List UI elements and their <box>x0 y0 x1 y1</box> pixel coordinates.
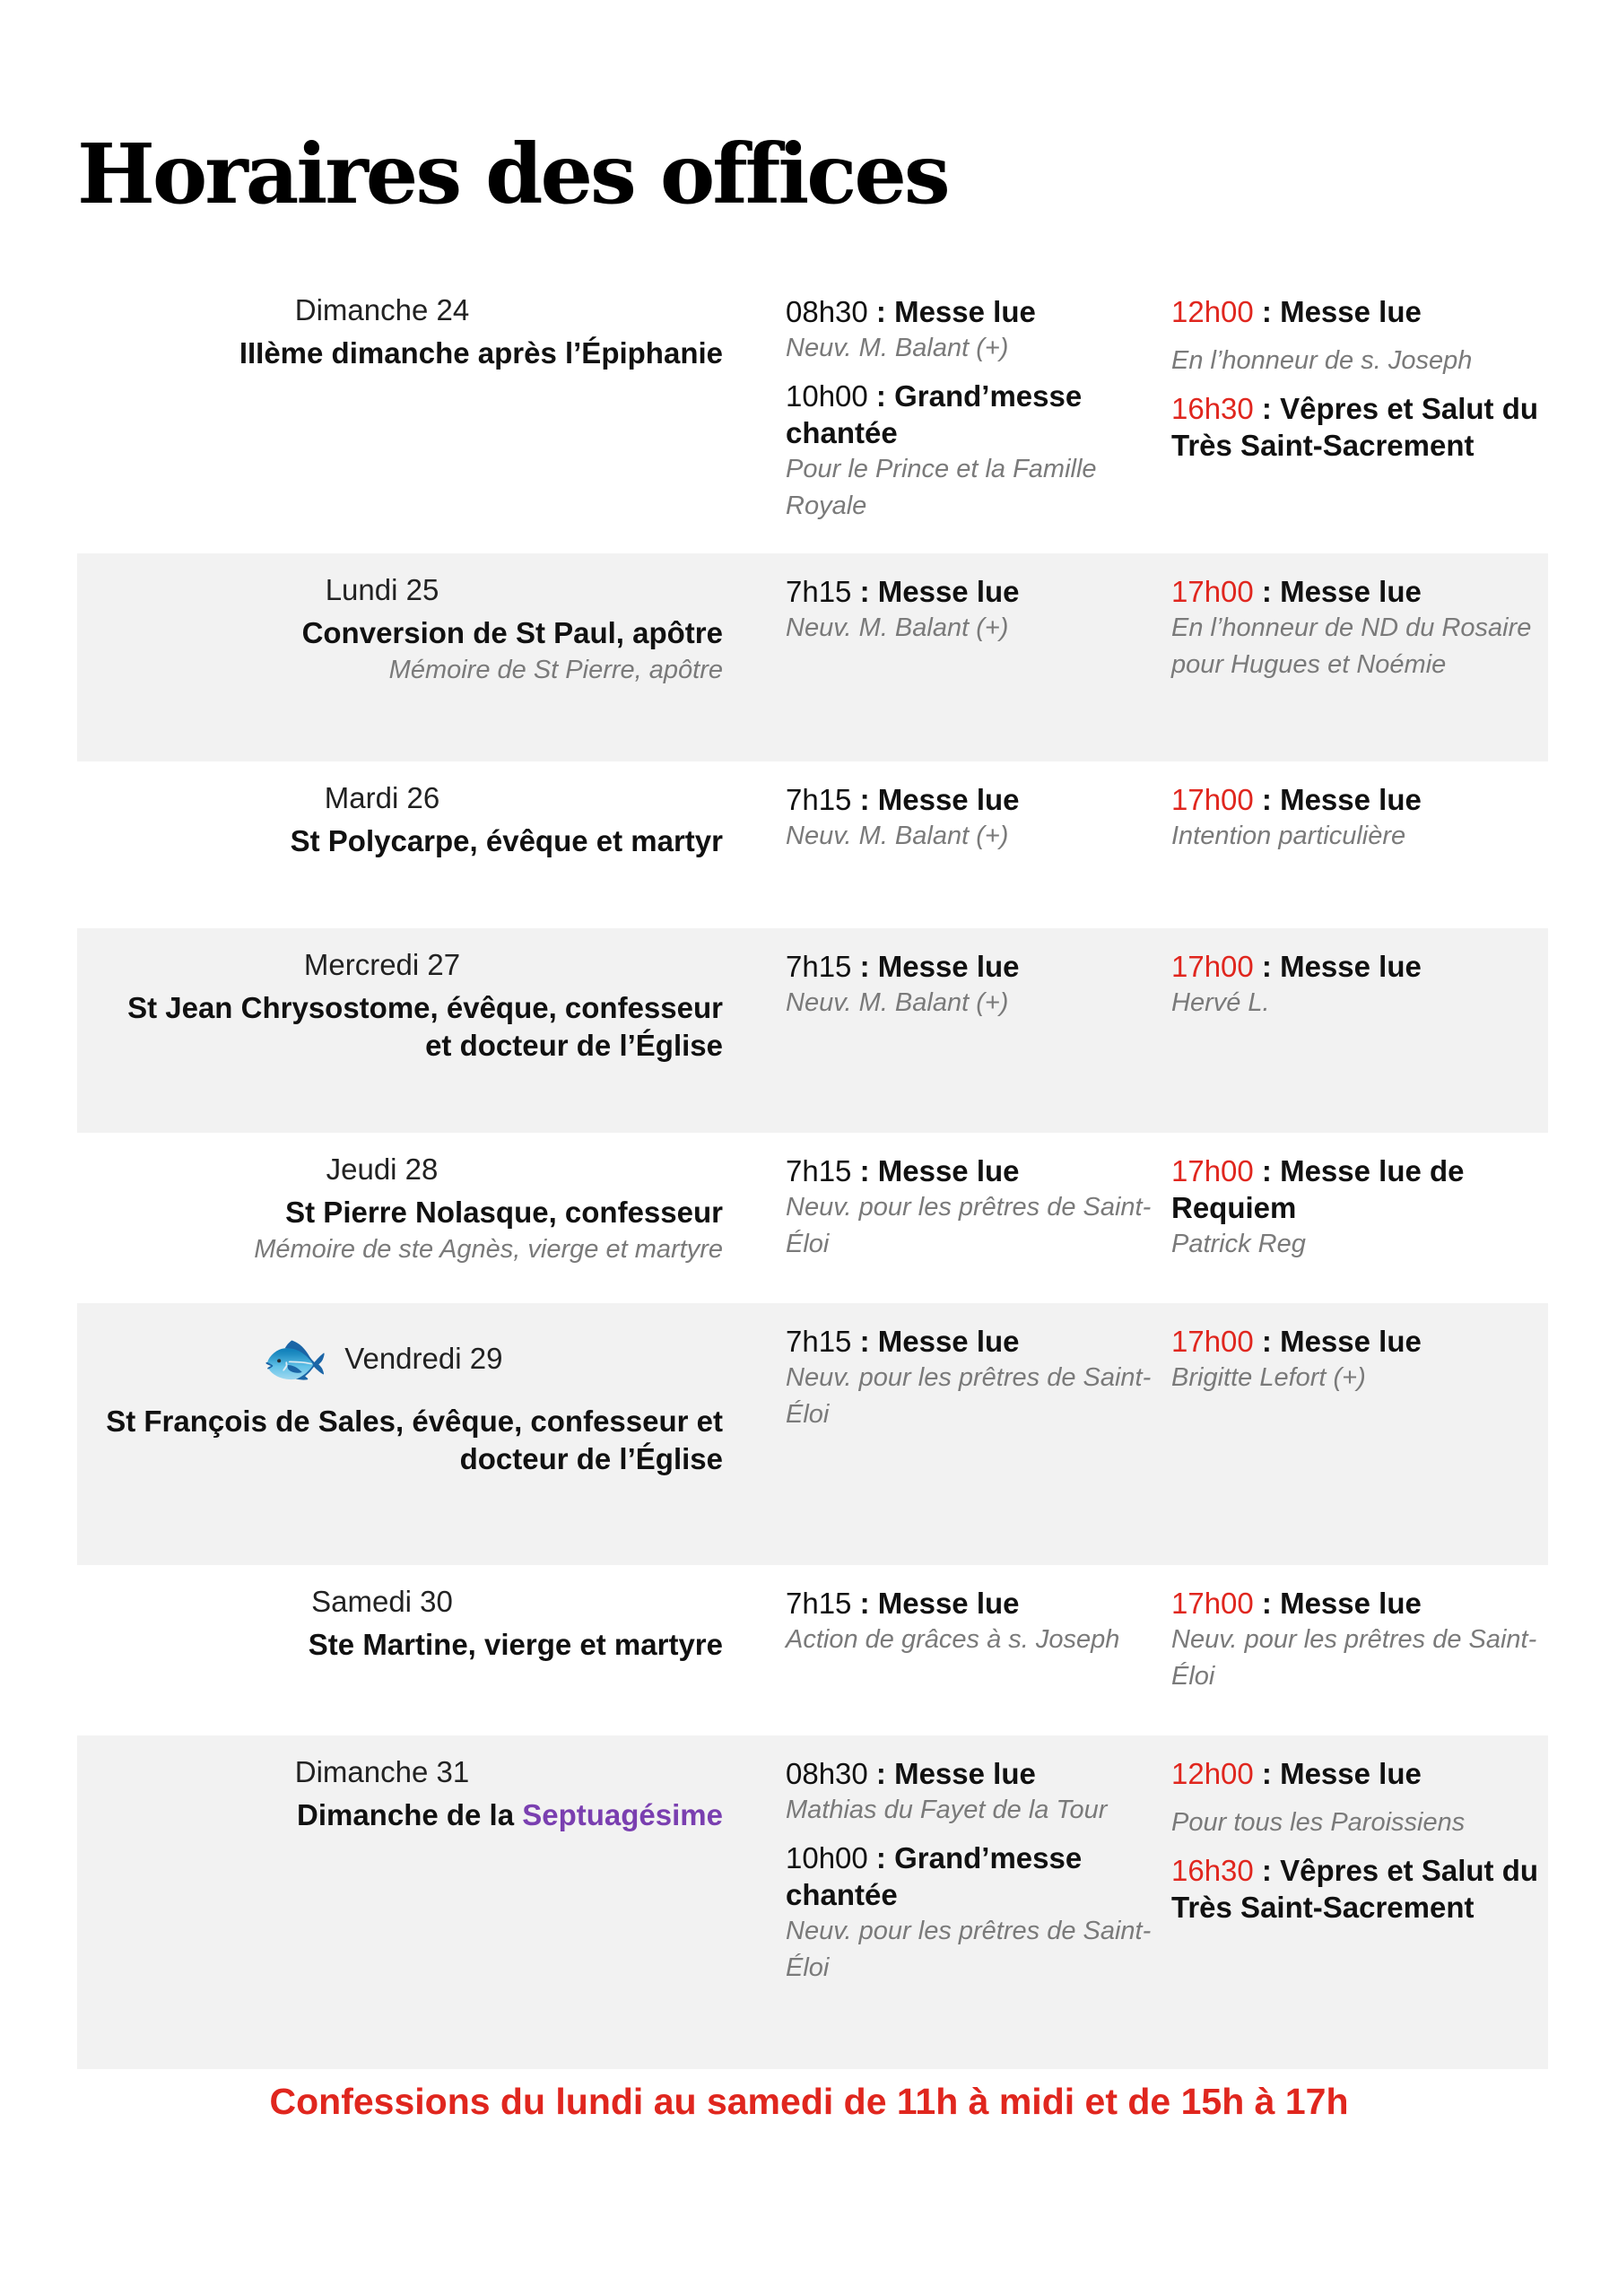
feast-title <box>297 1796 723 1834</box>
service-intention: Neuv. M. Balant (+) <box>786 822 1009 850</box>
service-time: 7h15 <box>786 575 852 608</box>
service-time: 17h00 <box>1171 1325 1254 1358</box>
schedule-table <box>77 274 1548 2069</box>
feast-title: St Pierre Nolasque, confesseur <box>285 1196 723 1229</box>
service-time: 16h30 <box>1171 1854 1254 1887</box>
feast-memorial: Mémoire de St Pierre, apôtre <box>388 656 723 684</box>
day-row-samedi-30 <box>77 1565 1548 1735</box>
service-label: : Messe lue de Requiem <box>1171 1154 1465 1224</box>
service-time: 7h15 <box>786 1325 852 1358</box>
service-entry <box>786 1839 1171 1987</box>
service-time: 10h00 <box>786 379 868 413</box>
service-label: : Messe lue <box>851 1154 1020 1187</box>
day-label: Dimanche 24 <box>294 293 470 326</box>
feast-title-prefix: Dimanche de la <box>296 1798 523 1831</box>
service-label: : Messe lue <box>851 950 1020 983</box>
service-time: 17h00 <box>1171 950 1254 983</box>
service-label: : Messe lue <box>851 1587 1020 1620</box>
service-label: : Messe lue <box>851 1325 1020 1358</box>
service-label: : Messe lue <box>1253 1587 1422 1620</box>
service-label: : Messe lue <box>1253 1757 1422 1790</box>
service-time: 7h15 <box>786 783 852 816</box>
confessions-notice: Confessions du lundi au samedi de 11h à midi et de 15h à 17h <box>269 2081 1349 2122</box>
service-label: : Vêpres et Salut du Très Saint-Sacrement <box>1171 392 1539 462</box>
feast-memorial: Mémoire de ste Agnès, vierge et martyre <box>254 1235 723 1264</box>
page-title: Horaires des offices <box>77 126 948 222</box>
day-label: Samedi 30 <box>311 1585 453 1618</box>
feast-title: St François de Sales, évêque, confesseur et docteur de l’Église <box>106 1405 723 1475</box>
day-row-mercredi-27 <box>77 928 1548 1133</box>
day-row-jeudi-28 <box>77 1133 1548 1303</box>
service-intention: En l’honneur de ND du Rosaire pour Hugues et Noémie <box>1171 613 1532 679</box>
day-row-vendredi-29 <box>77 1303 1548 1565</box>
service-time: 17h00 <box>1171 783 1254 816</box>
service-intention: Neuv. pour les prêtres de Saint-Éloi <box>786 1363 1152 1429</box>
service-label: : Messe lue <box>851 575 1020 608</box>
service-intention: Neuv. pour les prêtres de Saint-Éloi <box>786 1917 1152 1982</box>
service-intention: Pour le Prince et la Famille Royale <box>786 455 1097 520</box>
service-entry <box>786 948 1171 1022</box>
service-entry <box>786 378 1171 525</box>
service-entry <box>1171 1852 1548 1926</box>
day-row-dimanche-31 <box>77 1735 1548 2069</box>
day-label: Lundi 25 <box>325 573 439 606</box>
day-row-mardi-26 <box>77 761 1548 928</box>
day-label: Jeudi 28 <box>326 1152 439 1186</box>
service-intention: Patrick Reg <box>1171 1230 1306 1258</box>
day-row-lundi-25 <box>77 553 1548 761</box>
service-intention: Neuv. M. Balant (+) <box>786 988 1009 1017</box>
service-label: : Messe lue <box>1253 950 1422 983</box>
service-intention: Brigitte Lefort (+) <box>1171 1363 1366 1392</box>
service-time: 7h15 <box>786 950 852 983</box>
service-entry <box>786 781 1171 855</box>
feast-title: St Polycarpe, évêque et martyr <box>290 824 723 857</box>
service-time: 17h00 <box>1171 1587 1254 1620</box>
day-label: Vendredi 29 <box>344 1341 503 1375</box>
service-time: 17h00 <box>1171 575 1254 608</box>
service-entry <box>786 573 1171 647</box>
service-entry <box>1171 1323 1548 1396</box>
feast-title: Ste Martine, vierge et martyre <box>308 1628 723 1661</box>
service-intention: En l’honneur de s. Joseph <box>1171 346 1473 375</box>
service-time: 7h15 <box>786 1154 852 1187</box>
service-time: 10h00 <box>786 1841 868 1874</box>
service-entry <box>1171 781 1548 855</box>
day-label: Mardi 26 <box>324 781 440 814</box>
service-entry <box>1171 1152 1548 1263</box>
service-entry <box>1171 948 1548 1022</box>
service-label: : Vêpres et Salut du Très Saint-Sacrement <box>1171 1854 1539 1924</box>
service-intention: Neuv. pour les prêtres de Saint-Éloi <box>786 1193 1152 1258</box>
service-intention: Action de grâces à s. Joseph <box>786 1625 1120 1654</box>
service-label: : Messe lue <box>1253 783 1422 816</box>
service-label: : Messe lue <box>1253 1325 1422 1358</box>
service-intention: Hervé L. <box>1171 988 1270 1017</box>
feast-title: IIIème dimanche après l’Épiphanie <box>239 336 723 370</box>
service-time: 12h00 <box>1171 1757 1254 1790</box>
service-time: 08h30 <box>786 1757 868 1790</box>
service-intention: Mathias du Fayet de la Tour <box>786 1796 1108 1824</box>
fish-icon: 🐟 <box>261 1328 329 1388</box>
service-entry <box>786 1152 1171 1263</box>
service-time: 16h30 <box>1171 392 1254 425</box>
service-entry <box>786 1755 1171 1829</box>
service-entry <box>1171 1755 1548 1841</box>
feast-title: St Jean Chrysostome, évêque, confesseur et docteur de l’Église <box>127 991 723 1062</box>
service-entry <box>1171 1585 1548 1695</box>
service-intention: Neuv. M. Balant (+) <box>786 334 1009 362</box>
service-label: : Messe lue <box>1253 295 1422 328</box>
service-entry <box>1171 573 1548 683</box>
service-label: : Messe lue <box>1253 575 1422 608</box>
service-time: 17h00 <box>1171 1154 1254 1187</box>
service-entry <box>1171 390 1548 464</box>
service-time: 12h00 <box>1171 295 1254 328</box>
feast-title: Conversion de St Paul, apôtre <box>301 616 723 649</box>
day-row-dimanche-24 <box>77 274 1548 553</box>
service-intention: Intention particulière <box>1171 822 1406 850</box>
service-entry <box>786 1323 1171 1433</box>
service-intention: Neuv. M. Balant (+) <box>786 613 1009 642</box>
feast-title-highlight: Septuagésime <box>522 1798 723 1831</box>
service-entry <box>786 1585 1171 1658</box>
service-label: : Messe lue <box>867 295 1036 328</box>
service-intention: Neuv. pour les prêtres de Saint-Éloi <box>1171 1625 1537 1691</box>
service-label: : Grand’messe chantée <box>786 1841 1083 1911</box>
service-label: : Messe lue <box>867 1757 1036 1790</box>
day-label: Dimanche 31 <box>294 1755 470 1788</box>
service-entry <box>1171 293 1548 379</box>
service-label: : Grand’messe chantée <box>786 379 1083 449</box>
day-label: Mercredi 27 <box>303 948 461 981</box>
service-time: 7h15 <box>786 1587 852 1620</box>
service-label: : Messe lue <box>851 783 1020 816</box>
service-time: 08h30 <box>786 295 868 328</box>
service-entry <box>786 293 1171 367</box>
service-intention: Pour tous les Paroissiens <box>1171 1808 1466 1837</box>
